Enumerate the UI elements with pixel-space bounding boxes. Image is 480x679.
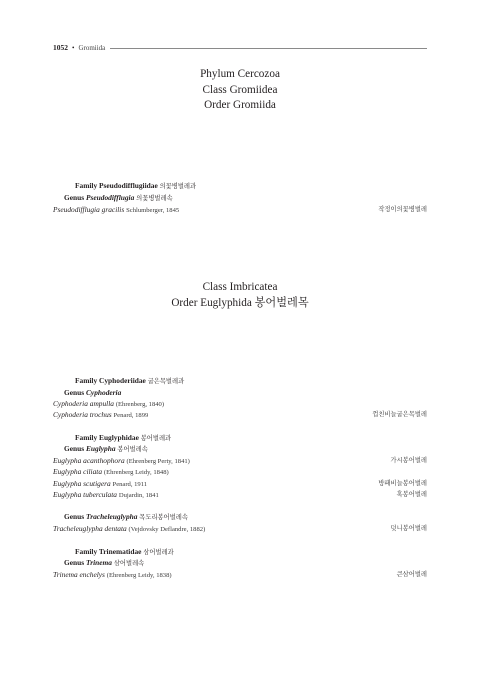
class-heading: Class Gromiidea xyxy=(202,83,278,96)
order-heading: Order Gromiida xyxy=(204,99,276,111)
species-row xyxy=(53,569,427,581)
species-common-name: 덧니봉어벌레 xyxy=(390,525,427,532)
species-row xyxy=(53,466,427,478)
genus-name: Trinema xyxy=(85,558,114,567)
family-name: Family Cyphoderiidae xyxy=(75,376,148,385)
species-name: Cyphoderia ampulla xyxy=(53,399,116,408)
species-row xyxy=(53,523,427,535)
species-row xyxy=(53,204,427,216)
species-author: Schlumberger, 1845 xyxy=(126,207,180,214)
genus-korean: 봉어벌레속 xyxy=(117,446,148,453)
genus-prefix: Genus xyxy=(64,444,86,453)
genus-name: Pseudodifflugia xyxy=(85,193,137,202)
family-name: Family Pseudodifflugiidae xyxy=(75,181,160,190)
running-head xyxy=(53,42,427,54)
genus-name: Tracheleuglypha xyxy=(85,512,140,521)
species-name: Tracheleuglypha dentata xyxy=(53,524,129,533)
species-name: Cyphoderia trochus xyxy=(53,410,114,419)
species-common-name: 껍친비늘굽은목벌레 xyxy=(372,411,427,418)
genus-name: Euglypha xyxy=(85,444,118,453)
species-author: Penard, 1911 xyxy=(112,481,148,488)
genus-prefix: Genus xyxy=(64,512,86,521)
header-separator: • xyxy=(72,44,75,52)
species-name: Euglypha acanthophora xyxy=(53,456,127,465)
taxon-heading-1 xyxy=(0,67,480,114)
species-name: Euglypha ciliata xyxy=(53,467,104,476)
genus-korean: 삼어벌레속 xyxy=(113,560,145,567)
genus-korean: 의꽃병벌레속 xyxy=(136,195,173,202)
page-number: 1052 xyxy=(53,43,68,52)
species-name: Trinema enchelys xyxy=(53,570,107,579)
phylum-heading: Phylum Cercozoa xyxy=(200,68,280,80)
family-row xyxy=(53,375,449,387)
species-row xyxy=(53,409,427,421)
species-name: Euglypha scutigera xyxy=(53,479,113,488)
family-name: Family Euglyphidae xyxy=(75,433,141,442)
species-author: (Ehrenberg Leidy, 1838) xyxy=(106,572,172,579)
species-common-name: 방패비늘봉어벌레 xyxy=(378,480,427,487)
genus-row xyxy=(53,557,438,569)
species-author: (Ehrenberg Perty, 1841) xyxy=(126,458,190,465)
species-author: (Ehrenberg Leidy, 1848) xyxy=(103,469,169,476)
family-korean: 굽은목벌레과 xyxy=(147,378,185,385)
species-name: Pseudodifflugia gracilis xyxy=(53,205,127,214)
species-common-name: 혹봉어벌레 xyxy=(396,491,427,498)
species-row xyxy=(53,489,427,501)
family-korean: 봉어벌레과 xyxy=(140,435,172,442)
species-common-name: 큰삼어벌레 xyxy=(396,571,427,578)
order-heading: Order Euglyphida 봉어벌레목 xyxy=(171,296,309,309)
genus-row xyxy=(53,511,438,523)
species-common-name: 가시봉어벌레 xyxy=(390,457,427,464)
family-korean: 삼어벌레과 xyxy=(143,549,174,556)
species-author: (Ehrenberg, 1840) xyxy=(115,401,165,408)
family-row xyxy=(53,180,449,192)
species-name: Euglypha tuberculata xyxy=(53,490,119,499)
species-author: (Vejdovsky Deflandre, 1882) xyxy=(128,526,206,533)
genus-row xyxy=(53,192,438,204)
species-author: Penard, 1899 xyxy=(113,412,149,419)
taxon-heading-2 xyxy=(0,280,480,311)
species-common-name: 작정이의꽃병벌레 xyxy=(378,206,427,213)
genus-name: Cyphoderia xyxy=(85,388,122,397)
header-rule xyxy=(110,48,427,49)
genus-row xyxy=(53,443,438,455)
genus-korean: 목도리봉어벌레속 xyxy=(139,514,188,521)
class-heading: Class Imbricatea xyxy=(202,281,278,293)
genus-prefix: Genus xyxy=(64,558,86,567)
species-author: Dujardin, 1841 xyxy=(118,492,159,499)
family-korean: 의꽃병벌레과 xyxy=(159,183,197,190)
genus-prefix: Genus xyxy=(64,388,86,397)
section-title: Gromiida xyxy=(78,44,106,52)
family-name: Family Trinematidae xyxy=(75,547,144,556)
genus-prefix: Genus xyxy=(64,193,86,202)
